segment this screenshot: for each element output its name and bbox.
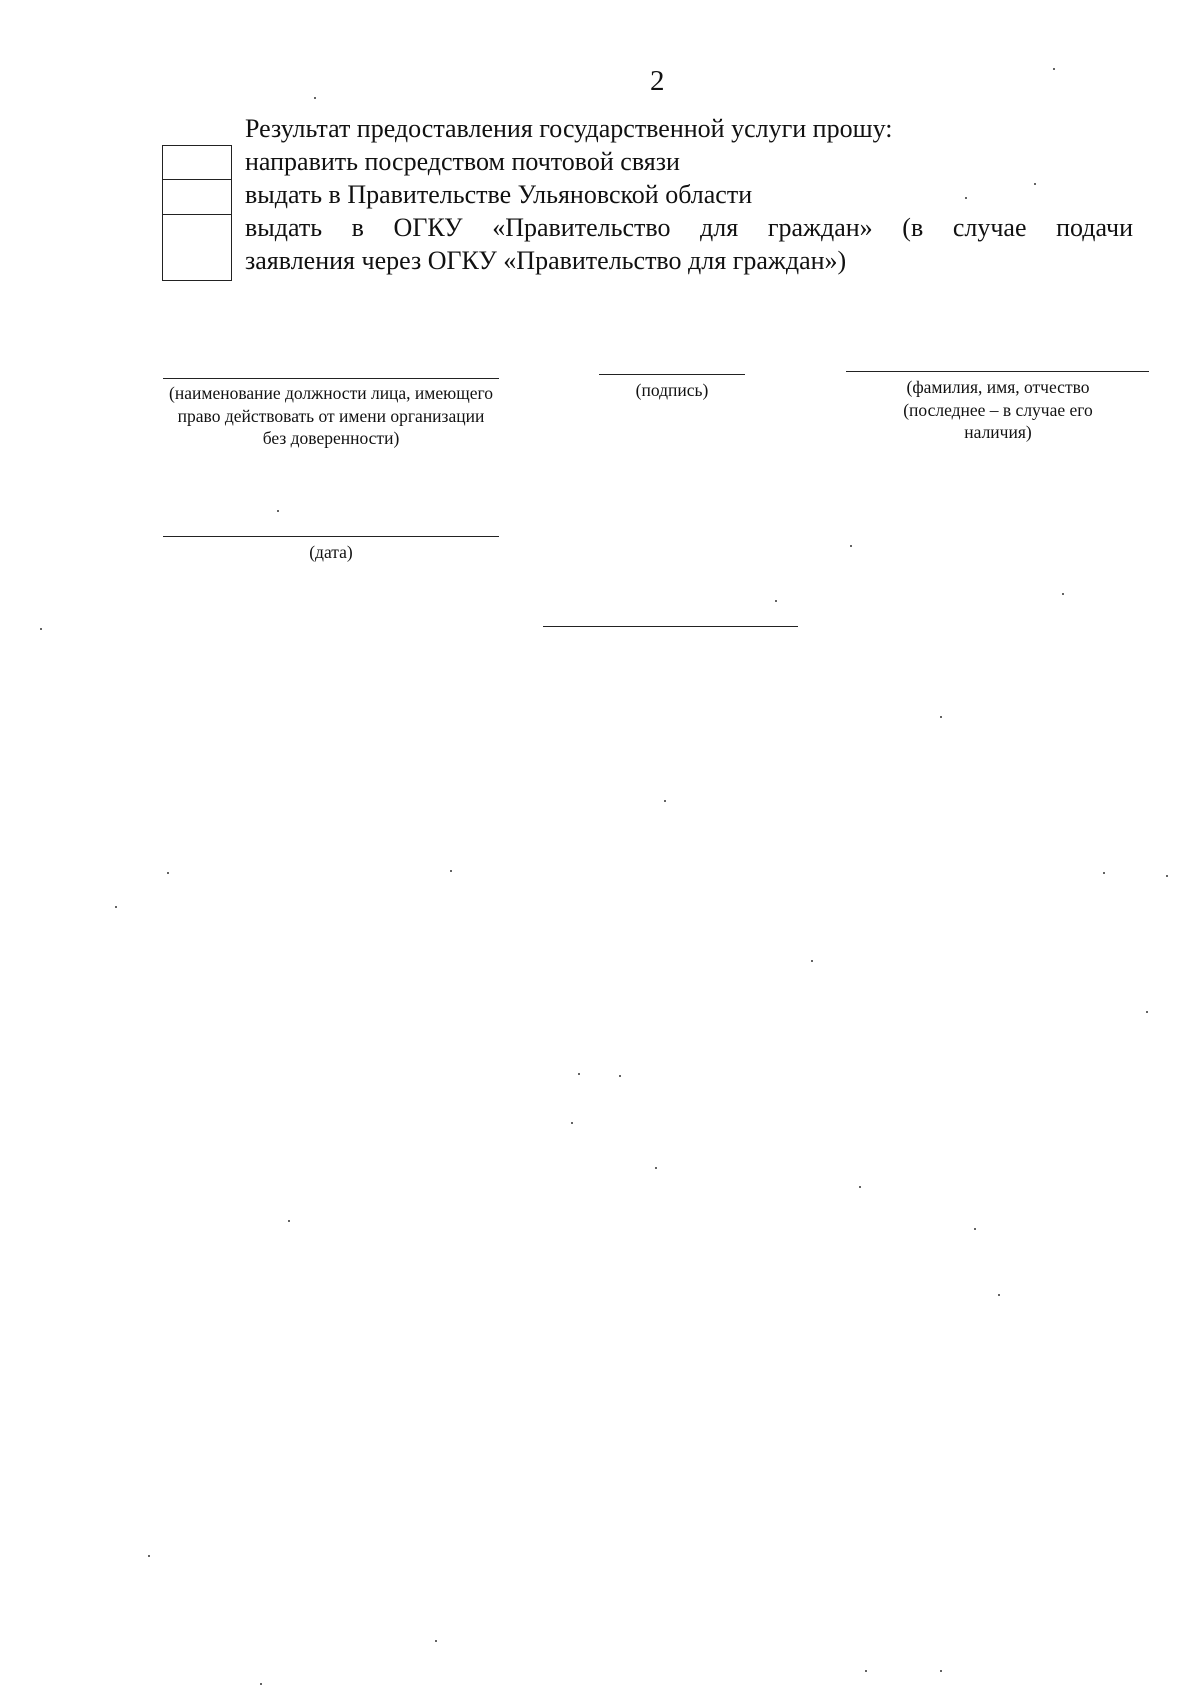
position-line[interactable] <box>163 378 499 379</box>
option-postal-delivery-label: направить посредством почтовой связи <box>245 147 680 176</box>
option-ogku-office-label: выдать в ОГКУ «Правительство для граждан» (в случае подачи <box>245 213 1133 242</box>
checkbox-postal-delivery[interactable] <box>162 145 232 180</box>
closing-divider <box>543 626 798 627</box>
position-caption: (наименование должности лица, имеющего право действовать от имени организации без доверенности) <box>169 383 493 448</box>
page-number: 2 <box>650 65 665 97</box>
date-line[interactable] <box>163 536 499 537</box>
checkbox-ogku-office[interactable] <box>162 214 232 281</box>
signature-line[interactable] <box>599 374 745 375</box>
signature-caption: (подпись) <box>635 380 709 400</box>
full-name-caption: (фамилия, имя, отчество (последнее – в случае его наличия) <box>903 377 1093 442</box>
full-name-line[interactable] <box>846 371 1149 372</box>
option-government-office-label: выдать в Правительстве Ульяновской области <box>245 180 753 209</box>
option-ogku-office-label-continued: заявления через ОГКУ «Правительство для граждан») <box>245 246 847 275</box>
result-request-heading: Результат предоставления государственной услуги прошу: <box>245 114 893 143</box>
checkbox-government-office[interactable] <box>162 179 232 215</box>
date-caption: (дата) <box>309 542 353 562</box>
